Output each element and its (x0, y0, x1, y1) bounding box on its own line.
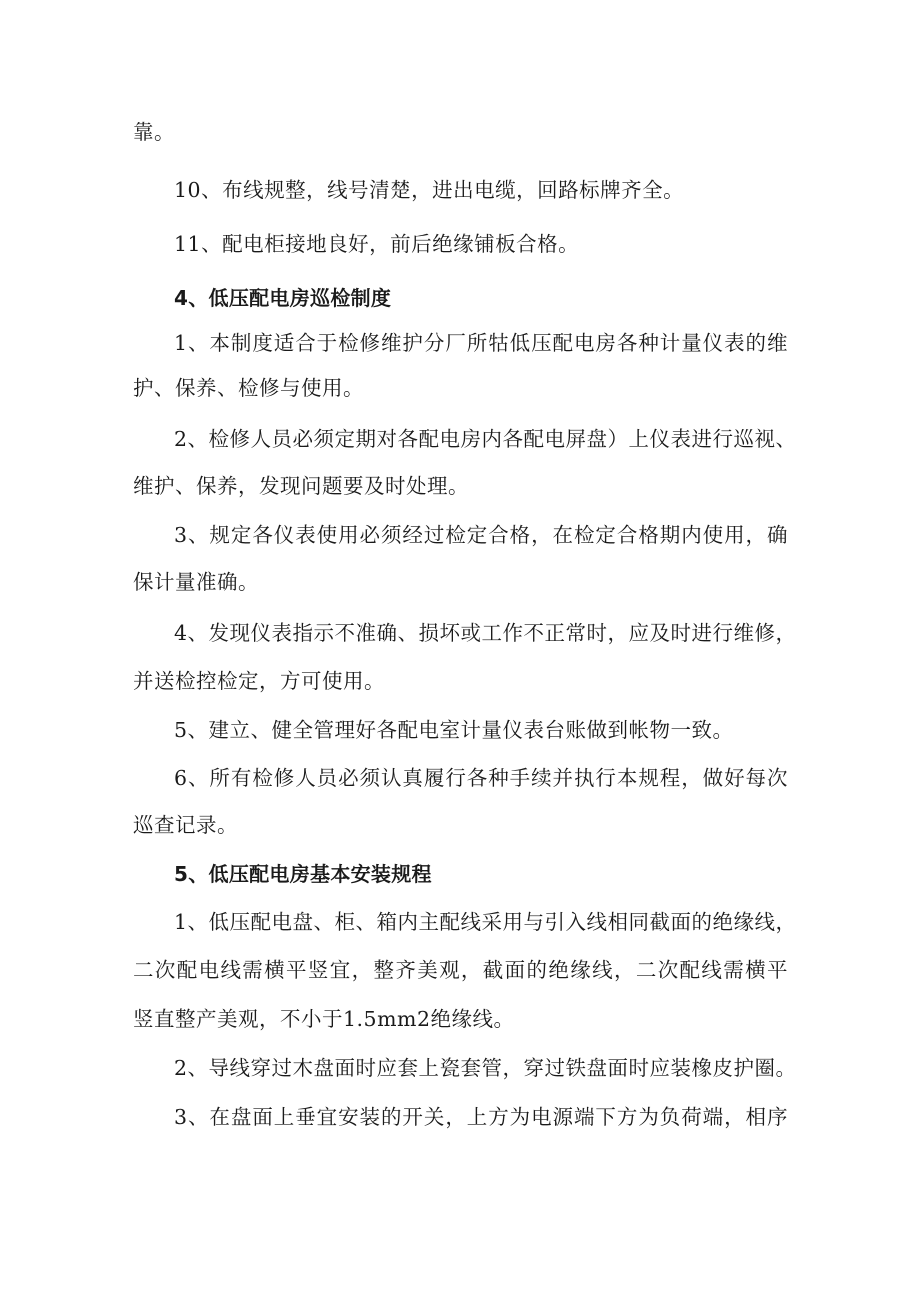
section5-item-2: 2、导线穿过木盘面时应套上瓷套管，穿过铁盘面时应装橡皮护圈。 (174, 1056, 797, 1080)
list-item-11: 11、配电柜接地良好，前后绝缘铺板合格。 (174, 232, 580, 256)
text-line-continuation: 靠。 (133, 120, 175, 144)
section4-item-6-line-2: 巡查记录。 (133, 813, 238, 837)
section5-item-3-line-1: 3、在盘面上垂宜安装的开关，上方为电源端下方为负荷端，相序 (174, 1105, 788, 1129)
section4-item-3-line-2: 保计量准确。 (133, 570, 259, 594)
section4-item-5: 5、建立、健全管理好各配电室计量仪表台账做到帐物一致。 (174, 718, 734, 742)
section4-item-1-line-2: 护、保养、检修与使用。 (133, 376, 364, 400)
section4-item-1-line-1: 1、本制度适合于检修维护分厂所牯低压配电房各种计量仪表的维 (174, 331, 788, 355)
section4-item-4-line-1: 4、发现仪表指示不准确、损坏或工作不正常时，应及时进行维修， (174, 621, 797, 645)
section5-item-1-line-3: 竖直整产美观，不小于1.5mm2绝缘线。 (133, 1007, 515, 1031)
section5-item-1-line-2: 二次配电线需横平竖宜，整齐美观，截面的绝缘线，二次配线需横平 (133, 958, 788, 982)
section4-item-6-line-1: 6、所有检修人员必须认真履行各种手续并执行本规程，做好每次 (174, 766, 788, 790)
list-item-10: 10、布线规整，线号清楚，进出电缆，回路标牌齐全。 (174, 178, 685, 202)
section-heading-4: 4、低压配电房巡检制度 (174, 286, 392, 310)
section4-item-4-line-2: 并送检控检定，方可使用。 (133, 669, 385, 693)
section4-item-2-line-1: 2、检修人员必须定期对各配电房内各配电屏盘）上仪表进行巡视、 (174, 427, 797, 451)
section4-item-3-line-1: 3、规定各仪表使用必须经过检定合格，在检定合格期内使用，确 (174, 523, 788, 547)
section-heading-5: 5、低压配电房基本安装规程 (174, 862, 432, 886)
section4-item-2-line-2: 维护、保养，发现问题要及时处理。 (133, 474, 469, 498)
section5-item-1-line-1: 1、低压配电盘、柜、箱内主配线采用与引入线相同截面的绝缘线， (174, 910, 797, 934)
